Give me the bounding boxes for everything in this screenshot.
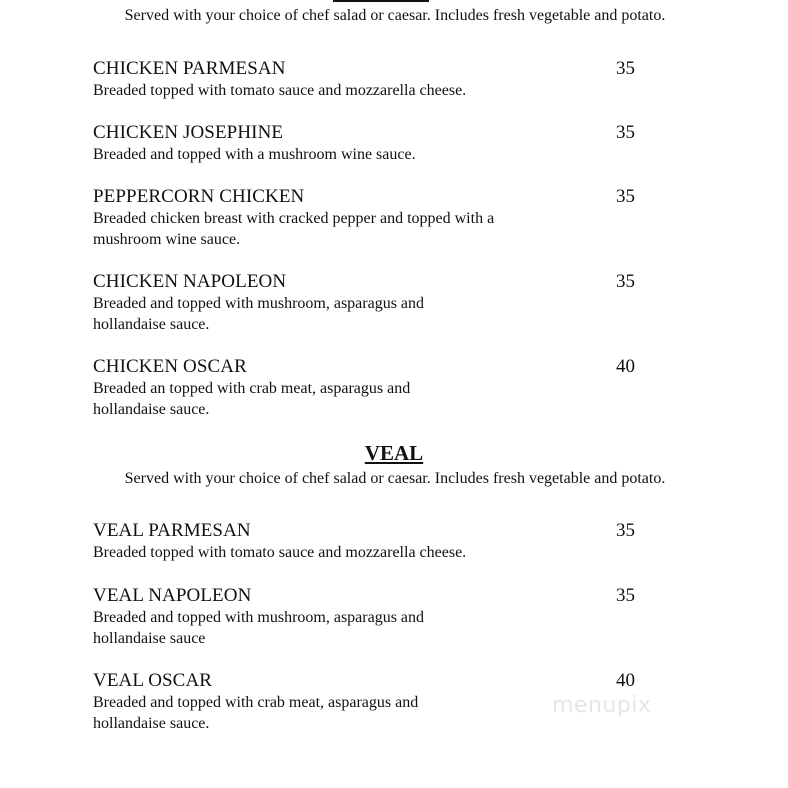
item-name: CHICKEN OSCAR bbox=[93, 356, 247, 377]
menu-item-chicken-josephine bbox=[93, 122, 653, 165]
menupix-watermark: menupix bbox=[552, 693, 652, 718]
item-price: 35 bbox=[616, 122, 635, 143]
item-description: Breaded chicken breast with cracked pepper and topped with a mushroom wine sauce. bbox=[93, 210, 495, 248]
menu-item-chicken-oscar bbox=[93, 356, 653, 420]
menu-item-peppercorn-chicken bbox=[93, 186, 653, 250]
item-description: Breaded an topped with crab meat, asparagus and hollandaise sauce. bbox=[93, 380, 411, 418]
item-name: VEAL PARMESAN bbox=[93, 520, 251, 541]
chicken-section-note: Served with your choice of chef salad or caesar. Includes fresh vegetable and potato. bbox=[124, 7, 666, 24]
item-name: VEAL OSCAR bbox=[93, 670, 213, 691]
veal-section-note: Served with your choice of chef salad or caesar. Includes fresh vegetable and potato. bbox=[124, 470, 666, 487]
item-price: 35 bbox=[616, 585, 635, 606]
item-name: CHICKEN PARMESAN bbox=[93, 58, 286, 79]
item-price: 35 bbox=[616, 58, 635, 79]
menu-item-chicken-napoleon bbox=[93, 271, 653, 335]
item-description: Breaded and topped with crab meat, asparagus and hollandaise sauce. bbox=[93, 694, 419, 732]
item-description: Breaded topped with tomato sauce and mozzarella cheese. bbox=[93, 82, 467, 99]
item-name: CHICKEN JOSEPHINE bbox=[93, 122, 284, 143]
item-price: 35 bbox=[616, 186, 635, 207]
item-name: PEPPERCORN CHICKEN bbox=[93, 186, 305, 207]
item-price: 40 bbox=[616, 356, 635, 377]
veal-section-title: VEAL bbox=[364, 441, 424, 465]
menu-item-veal-parmesan bbox=[93, 520, 653, 563]
item-price: 40 bbox=[616, 670, 635, 691]
chicken-title-underline-fragment bbox=[333, 0, 429, 2]
item-description: Breaded topped with tomato sauce and mozzarella cheese. bbox=[93, 544, 467, 561]
menu-item-chicken-parmesan bbox=[93, 58, 653, 101]
menu-item-veal-napoleon bbox=[93, 585, 653, 649]
item-name: CHICKEN NAPOLEON bbox=[93, 271, 287, 292]
item-price: 35 bbox=[616, 520, 635, 541]
item-name: VEAL NAPOLEON bbox=[93, 585, 252, 606]
item-description: Breaded and topped with mushroom, asparagus and hollandaise sauce bbox=[93, 609, 425, 647]
item-price: 35 bbox=[616, 271, 635, 292]
item-description: Breaded and topped with a mushroom wine sauce. bbox=[93, 146, 416, 163]
item-description: Breaded and topped with mushroom, asparagus and hollandaise sauce. bbox=[93, 295, 425, 333]
